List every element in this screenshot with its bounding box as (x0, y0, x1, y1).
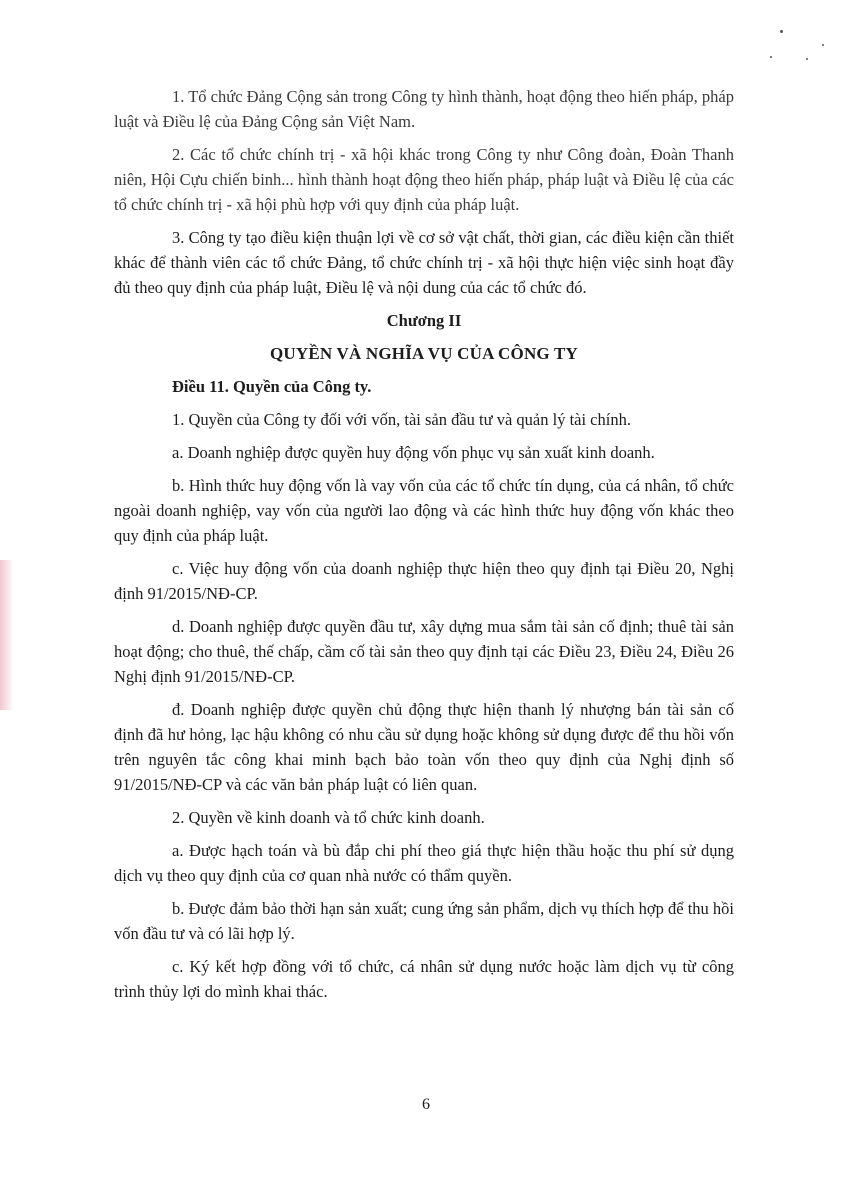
scan-speck (822, 44, 824, 46)
paragraph: c. Ký kết hợp đồng với tổ chức, cá nhân sử dụng nước hoặc làm dịch vụ từ công trình thủy lợi do mình khai thác. (114, 957, 734, 1001)
document-body (114, 84, 734, 1012)
chapter-number: Chương II (386, 311, 462, 330)
paragraph: a. Doanh nghiệp được quyền huy động vốn phục vụ sản xuất kinh doanh. (172, 443, 655, 462)
paragraph: 2. Quyền về kinh doanh và tổ chức kinh doanh. (172, 808, 485, 827)
paragraph: 3. Công ty tạo điều kiện thuận lợi về cơ sở vật chất, thời gian, các điều kiện cần thiết khác để thành viên các tổ chức Đảng, tổ chức chính trị - xã hội thực hiện việc sinh hoạt đầy đủ theo quy định của pháp luật, Điều lệ và nội dung của các tổ chức đó. (114, 228, 734, 297)
paragraph: đ. Doanh nghiệp được quyền chủ động thực hiện thanh lý nhượng bán tài sản cố định đã hư hỏng, lạc hậu không có nhu cầu sử dụng hoặc không sử dụng được để thu hồi vốn trên nguyên tắc công khai minh bạch bảo toàn vốn theo quy định của Nghị định số 91/2015/NĐ-CP và các văn bản pháp luật có liên quan. (114, 700, 734, 794)
chapter-title: QUYỀN VÀ NGHĨA VỤ CỦA CÔNG TY (269, 344, 579, 363)
paragraph: 2. Các tổ chức chính trị - xã hội khác trong Công ty như Công đoàn, Đoàn Thanh niên, Hội Cựu chiến binh... hình thành hoạt động theo hiến pháp, pháp luật và Điều lệ của các tổ chức chính trị - xã hội phù hợp với quy định của pháp luật. (114, 145, 734, 214)
page-number: 6 (422, 1096, 430, 1113)
paragraph: b. Được đảm bảo thời hạn sản xuất; cung ứng sản phẩm, dịch vụ thích hợp để thu hồi vốn đầu tư và có lãi hợp lý. (114, 899, 734, 943)
paragraph: 1. Tổ chức Đảng Cộng sản trong Công ty hình thành, hoạt động theo hiến pháp, pháp luật và Điều lệ của Đảng Cộng sản Việt Nam. (114, 87, 734, 131)
paragraph: d. Doanh nghiệp được quyền đầu tư, xây dựng mua sắm tài sản cố định; thuê tài sản hoạt động; cho thuê, thế chấp, cầm cố tài sản theo quy định tại các Điều 23, Điều 24, Điều 26 Nghị định 91/2015/NĐ-CP. (114, 617, 734, 686)
article-title: Điều 11. Quyền của Công ty. (172, 377, 372, 396)
scan-speck (806, 58, 808, 60)
paragraph: a. Được hạch toán và bù đắp chi phí theo giá thực hiện thầu hoặc thu phí sử dụng dịch vụ theo quy định của cơ quan nhà nước có thẩm quyền. (114, 841, 734, 885)
paragraph: 1. Quyền của Công ty đối với vốn, tài sản đầu tư và quản lý tài chính. (172, 410, 631, 429)
paragraph: b. Hình thức huy động vốn là vay vốn của các tổ chức tín dụng, của cá nhân, tổ chức ngoài doanh nghiệp, vay vốn của người lao động và các hình thức huy động vốn khác theo quy định của pháp luật. (114, 476, 734, 545)
stamp-bleed-mark (0, 560, 14, 710)
scan-speck (770, 56, 772, 58)
scan-speck (780, 30, 783, 33)
paragraph: c. Việc huy động vốn của doanh nghiệp thực hiện theo quy định tại Điều 20, Nghị định 91/2015/NĐ-CP. (114, 559, 734, 603)
